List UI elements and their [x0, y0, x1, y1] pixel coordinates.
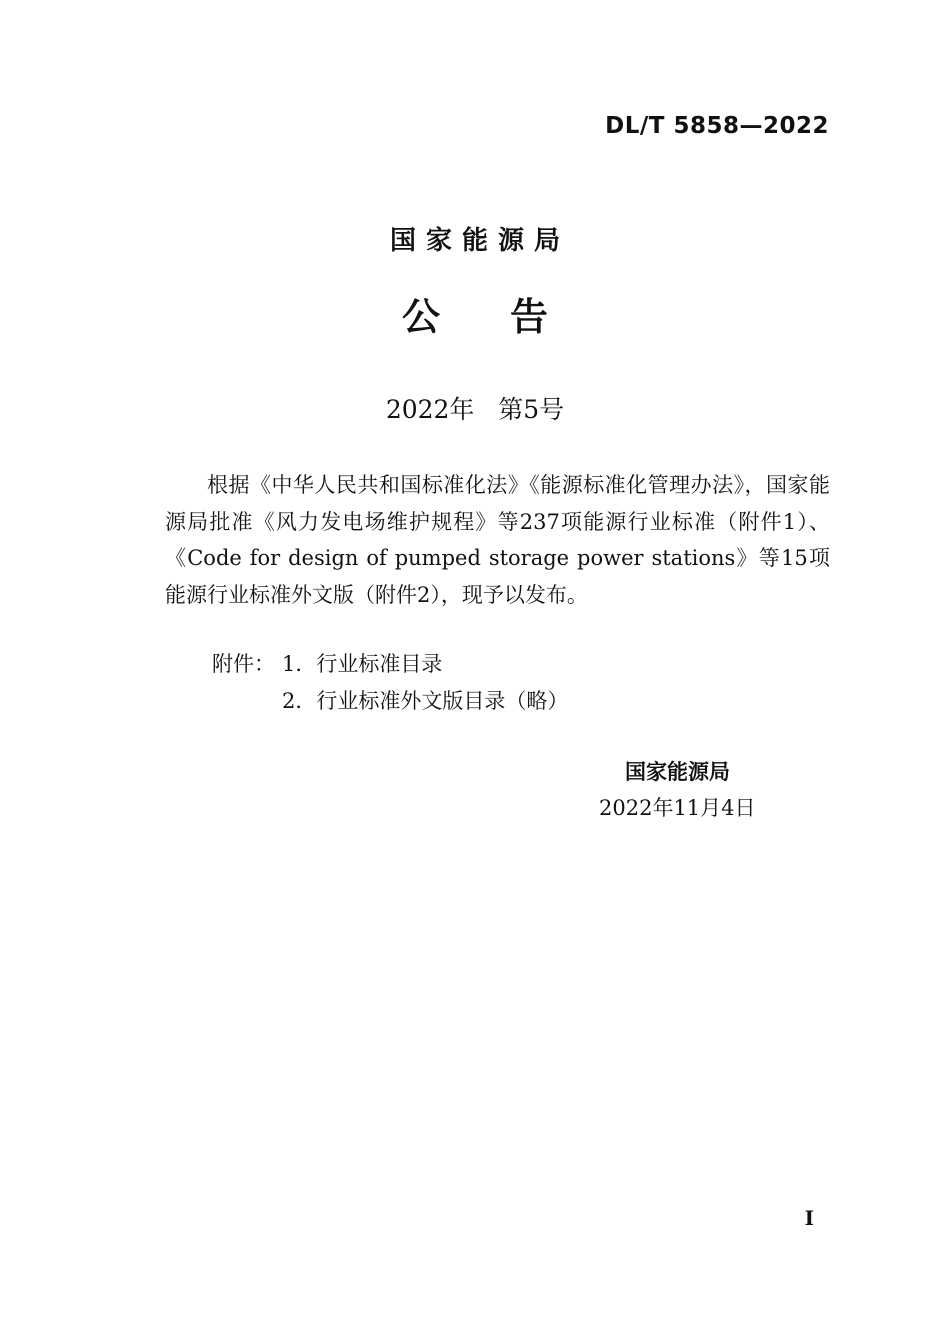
- page-number: I: [804, 1206, 814, 1230]
- issuer-heading: 国家能源局: [389, 226, 570, 256]
- attachments-label: 附件：: [212, 652, 275, 676]
- signature-organization: 国家能源局: [625, 760, 730, 784]
- standard-code: DL/T 5858—2022: [605, 113, 829, 139]
- document-type-title: 公告: [401, 295, 618, 339]
- attachment-row-1: [212, 646, 568, 683]
- attachment-item: 2．行业标准外文版目录（略）: [282, 688, 569, 713]
- announcement-body: 根据《中华人民共和国标准化法》《能源标准化管理办法》，国家能源局批准《风力发电场维护规程》等237项能源行业标准（附件1）、《Code for design of pumped storage power stations》等15项能源行业标准外文版（附件2），现予以发布。: [165, 473, 830, 607]
- attachment-indent: [212, 683, 282, 720]
- attachments-list: [212, 646, 568, 719]
- issue-number: 2022年 第5号: [385, 395, 565, 424]
- attachment-row-2: [212, 683, 568, 720]
- attachment-item: 1．行业标准目录: [282, 652, 443, 676]
- signature-date: 2022年11月4日: [599, 796, 756, 820]
